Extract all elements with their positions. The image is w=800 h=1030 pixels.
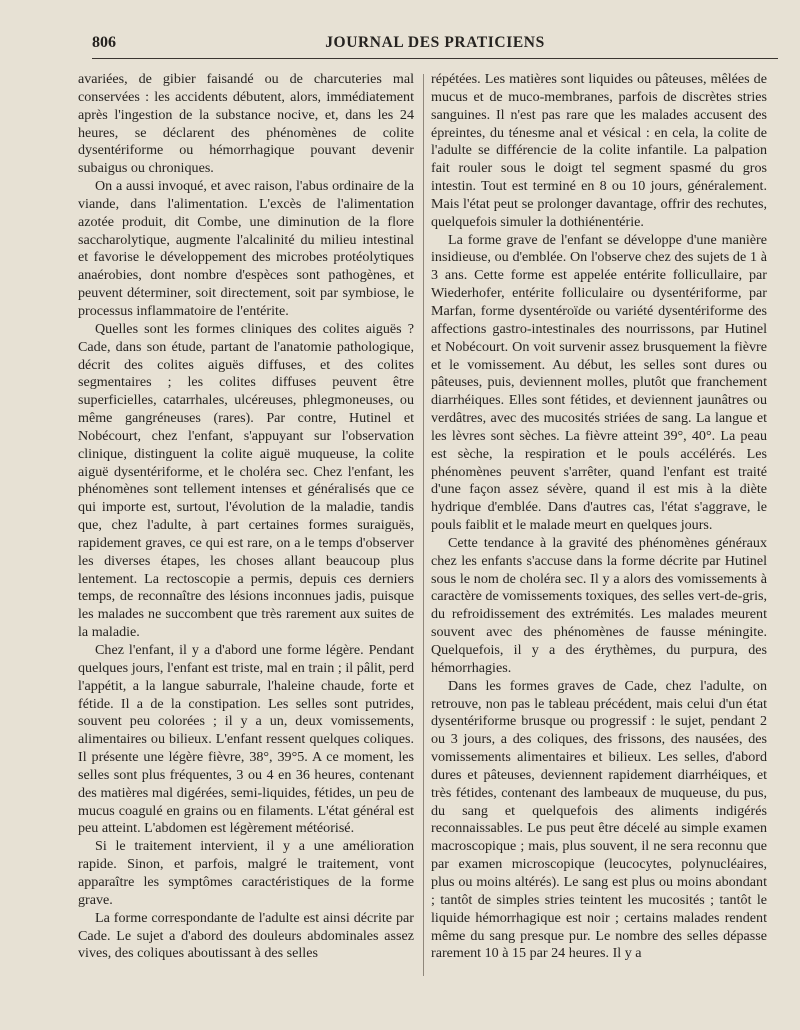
paragraph: avariées, de gibier faisandé ou de charcuteries mal conservées : les accidents débutent, alors, immédiatement après l'ingestion de la substance nocive, et, dans les 24 heures, se déclarent des phénomènes de colite dysentériforme ou hémorrhagique pouvant devenir subaigus ou chroniques. — [78, 71, 414, 177]
running-head: JOURNAL DES PRATICIENS — [325, 34, 545, 51]
column-divider — [423, 74, 424, 976]
paragraph: répétées. Les matières sont liquides ou pâteuses, mêlées de mucus et de muco-membranes, parfois de discrètes stries sanguines. Il n'est pas rare que les malades accusent des épreintes, du ténesme anal et vésical : en cela, la colite de l'adulte se différencie de la colite infantile. La palpation fait rouler sous le doigt tel segment spasmé du gros intestin. Tout est terminé en 8 ou 10 jours, généralement. Mais l'état peut se prolonger davantage, offrir des rechutes, quelquefois simuler la dothiénentérie. — [431, 71, 767, 230]
paragraph: On a aussi invoqué, et avec raison, l'abus ordinaire de la viande, dans l'alimentation. L'excès de l'alimentation azotée produit, dit Combe, une diminution de la flore saccharolytique, augmente l'alcalinité du milieu intestinal et favorise le développement des microbes protéolytiques anaérobies, dont nombre d'espèces sont pathogènes, et peuvent déterminer, soit directement, soit par symbiose, le processus inflammatoire de l'entérite. — [78, 178, 414, 319]
paragraph: Quelles sont les formes cliniques des colites aiguës ? Cade, dans son étude, partant de l'anatomie pathologique, décrit des colites aiguës diffuses, et des colites segmentaires ; les colites diffuses peuvent être superficielles, catarrhales, ulcéreuses, phlegmoneuses, ou même gangréneuses (rares). Par contre, Hutinel et Nobécourt, chez l'enfant, s'appuyant sur l'observation clinique, distinguent la colite aiguë muqueuse, la colite aiguë dysentériforme, et le choléra sec. Chez l'enfant, les phénomènes sont tellement intenses et généralisés que ce qui importe est, surtout, l'évolution de la maladie, tandis que, chez l'adulte, à part certaines formes suraiguës, rapidement graves, ce qui est rare, on a le temps d'observer les diverses étapes, les choses allant beaucoup plus lentement. La rectoscopie a permis, depuis ces derniers temps, de reconnaître des lésions inconnues jadis, puisque les malades ne succombent que très rarement aux suites de la maladie. — [78, 320, 414, 641]
right-column — [431, 71, 767, 981]
paragraph: La forme grave de l'enfant se développe d'une manière insidieuse, ou d'emblée. On l'observe chez des sujets de 1 à 3 ans. Cette forme est appelée entérite follicullaire, par Wiederhofer, entérite folliculaire ou dysentériforme, par Marfan, forme dysentéroïde ou variété dysentériforme des affections gastro-intestinales des nourrissons, par Hutinel et Nobécourt. On voit survenir assez brusquement la fièvre et le vomissement. Au début, les selles sont dures ou pâteuses, puis, deviennent molles, plutôt que franchement diarrhéiques. Elles sont fétides, et deviennent jaunâtres ou verdâtres, avec des mucosités striées de sang. La langue et les lèvres sont sèches. La fièvre atteint 39°, 40°. La peau est sèche, la respiration et le pouls accélérés. Les phénomènes peuvent s'arrêter, quand l'enfant est traité d'une façon assez sévère, quand il est mis à la diète hydrique d'emblée. Dans d'autres cas, l'état s'aggrave, le pouls faiblit et le malade meurt en quelques jours. — [431, 231, 767, 534]
paragraph: La forme correspondante de l'adulte est ainsi décrite par Cade. Le sujet a d'abord des douleurs abdominales assez vives, des coliques aboutissant à des selles — [78, 909, 414, 962]
paragraph: Cette tendance à la gravité des phénomènes généraux chez les enfants s'accuse dans la forme décrite par Hutinel sous le nom de choléra sec. Il y a alors des vomissements à caractère de vomissements toxiques, des selles vert-de-gris, du refroidissement des extrémités. Les malades meurent souvent avec des phénomènes de fausse méningite. Quelquefois, il y a des érythèmes, du purpura, des hémorrhagies. — [431, 534, 767, 676]
paragraph: Si le traitement intervient, il y a une amélioration rapide. Sinon, et parfois, malgré le traitement, vont apparaître les symptômes caractéristiques de la forme grave. — [78, 838, 414, 908]
paragraph: Dans les formes graves de Cade, chez l'adulte, on retrouve, non pas le tableau précédent, mais celui d'un état dysentériforme brusque ou progressif : le sujet, pendant 2 ou 3 jours, a des coliques, des frissons, des nausées, des vomissements alimentaires et bilieux. Les selles, d'abord dures et pâteuses, deviennent rapidement diarrhéiques, et très fétides, contenant des lambeaux de muqueuse, du pus, du sang et quelquefois des aliments indigérés reconnaissables. Le pus peut être décelé au simple examen macroscopique ; mais, plus souvent, il ne sera reconnu que par examen microscopique (leucocytes, polynucléaires, plus ou moins altérés). Le sang est plus ou moins abondant ; tantôt de simples stries teintent les mucosités ; tantôt le liquide hémorrhagique est noir ; certains malades rendent même du sang presque pur. Le nombre des selles dépasse rarement 10 à 15 par 24 heures. Il y a — [431, 677, 767, 962]
page-header — [92, 30, 778, 59]
left-column — [78, 71, 414, 981]
page-number: 806 — [92, 34, 116, 51]
paragraph: Chez l'enfant, il y a d'abord une forme légère. Pendant quelques jours, l'enfant est triste, mal en train ; il pâlit, perd l'appétit, a la langue saburrale, l'haleine chaude, forte et fétide. Il a de la constipation. Les selles sont putrides, souvent peu colorées ; il y a un, deux vomissements, alimentaires ou bilieux. L'enfant ressent quelques coliques. Il présente une légère fièvre, 38°, 39°5. A ce moment, les selles sont plus fréquentes, 3 ou 4 en 36 heures, contenant des matières mal digérées, semi-liquides, fétides, un peu de mucus coagulé en grains ou en filaments. L'état général est peu atteint. L'abdomen est légèrement météorisé. — [78, 642, 414, 837]
